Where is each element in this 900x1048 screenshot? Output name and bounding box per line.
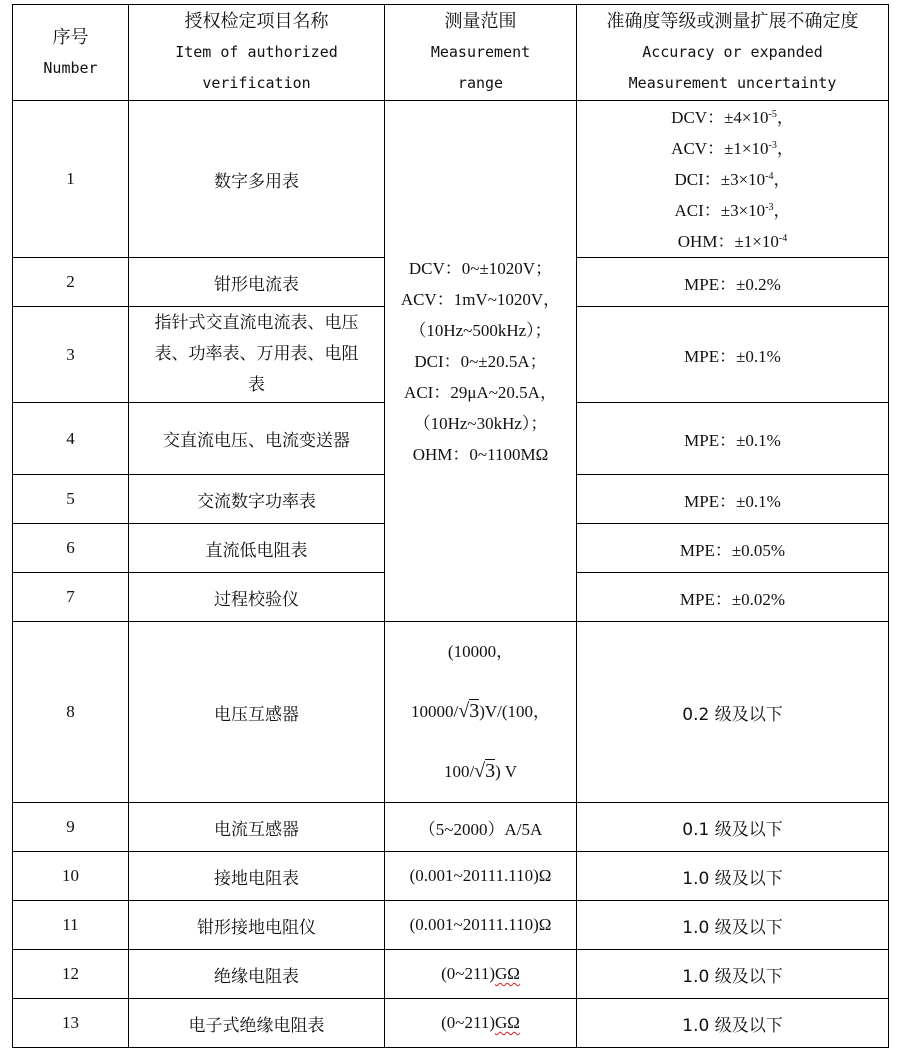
accuracy-cell: 1.0 级及以下 [577, 950, 889, 999]
measurement-range: (0~211)GΩ [385, 999, 577, 1048]
item-name: 过程校验仪 [129, 573, 385, 622]
row-number: 2 [13, 258, 129, 307]
row-number: 12 [13, 950, 129, 999]
accuracy-cell: MPE：±0.02% [577, 573, 889, 622]
table-row [13, 852, 889, 901]
measurement-range: (0.001~20111.110)Ω [385, 901, 577, 950]
accuracy-cell: MPE：±0.1% [577, 475, 889, 524]
accuracy-cell: 1.0 级及以下 [577, 852, 889, 901]
range-line: （10Hz~30kHz）； [413, 413, 548, 433]
accuracy-cell: 0.1 级及以下 [577, 803, 889, 852]
item-name: 数字多用表 [129, 101, 385, 258]
table-row [13, 901, 889, 950]
accuracy-cell: MPE：±0.05% [577, 524, 889, 573]
shared-measurement-range [385, 101, 577, 622]
row-number: 3 [13, 307, 129, 403]
accuracy-cell: 1.0 级及以下 [577, 999, 889, 1048]
row-number: 10 [13, 852, 129, 901]
item-name: 直流低电阻表 [129, 524, 385, 573]
measurement-range: (10000， 10000/√3)V/(100， 100/√3) V [385, 622, 577, 803]
header-row [13, 5, 889, 101]
range-line: OHM：0~1100MΩ [412, 444, 549, 464]
row-number: 7 [13, 573, 129, 622]
header-accuracy: 准确度等级或测量扩展不确定度 Accuracy or expanded Measurement uncertainty [577, 5, 889, 101]
row-number: 8 [13, 622, 129, 803]
range-line: DCI：0~±20.5A； [414, 351, 547, 371]
accuracy-cell: MPE：±0.2% [577, 258, 889, 307]
accuracy-cell: 1.0 级及以下 [577, 901, 889, 950]
accuracy-line: OHM：$\pm 1\times 10^{-4}$ [677, 231, 788, 251]
square-root-symbol: √3 [474, 760, 496, 782]
row-number: 5 [13, 475, 129, 524]
accuracy-line: ACV：$\pm 1\times 10^{-3}$， [671, 138, 794, 158]
item-name: 交直流电压、电流变送器 [129, 403, 385, 475]
row-number: 9 [13, 803, 129, 852]
row-number: 11 [13, 901, 129, 950]
item-name: 钳形电流表 [129, 258, 385, 307]
square-root-symbol: √3 [458, 700, 480, 722]
range-line: ACV：1mV~1020V， [400, 289, 561, 309]
table-row [13, 950, 889, 999]
table-row [13, 803, 889, 852]
accuracy-cell [577, 101, 889, 258]
item-name: 指针式交直流电流表、电压 表、功率表、万用表、电阻 表 [129, 307, 385, 403]
item-name: 电子式绝缘电阻表 [129, 999, 385, 1048]
range-line: DCV：0~±1020V； [408, 258, 553, 278]
item-name: 接地电阻表 [129, 852, 385, 901]
item-name: 电压互感器 [129, 622, 385, 803]
item-name: 电流互感器 [129, 803, 385, 852]
authorization-table [12, 4, 889, 1048]
item-name: 钳形接地电阻仪 [129, 901, 385, 950]
row-number: 1 [13, 101, 129, 258]
item-name: 交流数字功率表 [129, 475, 385, 524]
unit-gohm: GΩ [494, 1013, 520, 1032]
header-item: 授权检定项目名称 Item of authorized verification [129, 5, 385, 101]
measurement-range: （5~2000）A/5A [385, 803, 577, 852]
range-line: ACI：29μA~20.5A， [404, 382, 557, 402]
unit-gohm: GΩ [494, 964, 520, 983]
measurement-range: (0~211)GΩ [385, 950, 577, 999]
accuracy-line: DCI：$\pm 3\times 10^{-4}$， [674, 169, 791, 189]
row-number: 13 [13, 999, 129, 1048]
accuracy-line: ACI：$\pm 3\times 10^{-3}$， [674, 200, 791, 220]
item-name: 绝缘电阻表 [129, 950, 385, 999]
accuracy-cell: MPE：±0.1% [577, 403, 889, 475]
table-row [13, 999, 889, 1048]
table-row [13, 101, 889, 258]
range-line: （10Hz~500kHz）； [409, 320, 552, 340]
row-number: 4 [13, 403, 129, 475]
accuracy-cell: MPE：±0.1% [577, 307, 889, 403]
header-range: 测量范围 Measurement range [385, 5, 577, 101]
accuracy-line: DCV：$\pm 4\times 10^{-5}$， [671, 107, 794, 127]
row-number: 6 [13, 524, 129, 573]
table-row [13, 622, 889, 803]
accuracy-cell: 0.2 级及以下 [577, 622, 889, 803]
header-number: 序号 Number [13, 5, 129, 101]
measurement-range: (0.001~20111.110)Ω [385, 852, 577, 901]
